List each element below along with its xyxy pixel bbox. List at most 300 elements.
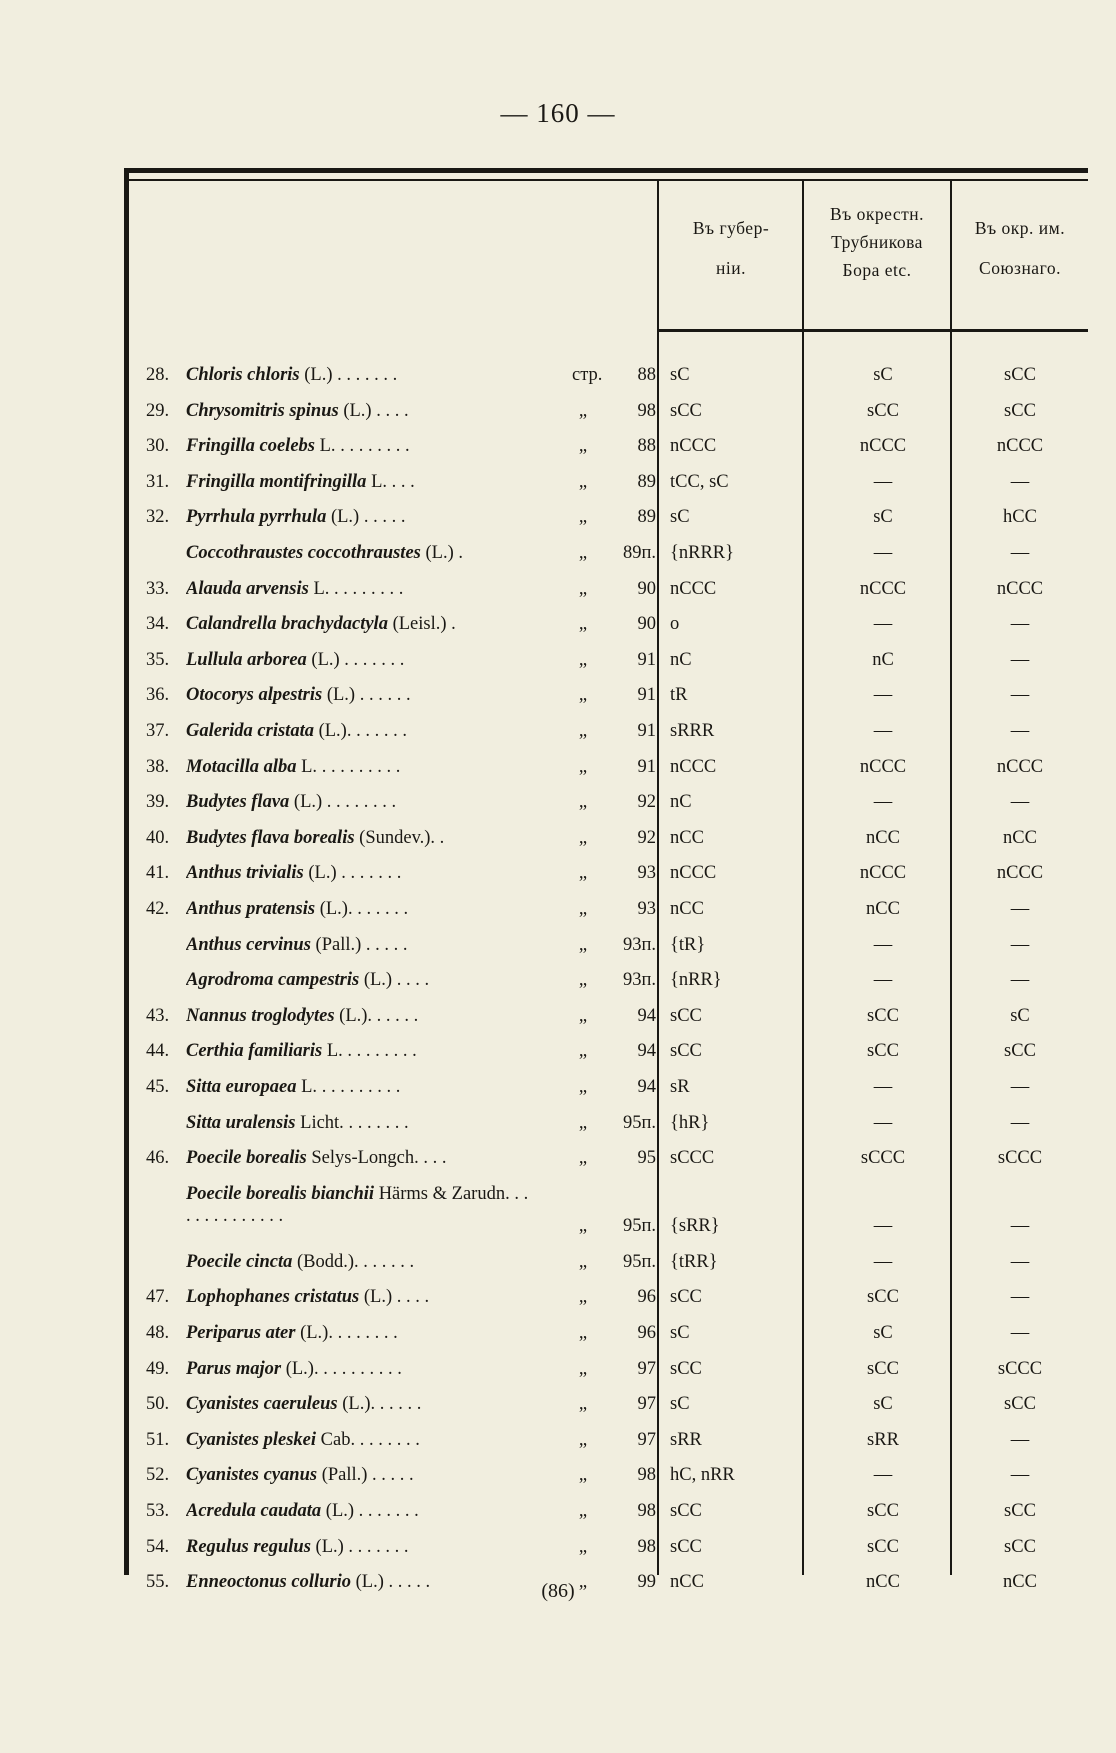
page-prefix: стр. xyxy=(572,365,603,385)
table-row xyxy=(124,787,1088,823)
table-row xyxy=(124,574,1088,610)
leader-dots: . . . . . . . xyxy=(332,365,398,385)
status-soyuznoe: — xyxy=(1010,1429,1030,1450)
status-trubnikov: — xyxy=(873,721,893,741)
leader-dots: . . . . . . . . . xyxy=(317,1077,401,1097)
species-entry xyxy=(186,823,534,853)
footer-page-reference: (86) xyxy=(541,1580,575,1602)
page-prefix: „ xyxy=(578,827,588,848)
page-prefix: „ xyxy=(578,756,588,777)
row-number: 41. xyxy=(146,863,170,884)
status-trubnikov: sC xyxy=(873,1394,893,1415)
status-trubnikov: sRR xyxy=(867,1429,899,1450)
table-row xyxy=(124,930,1088,966)
row-number: 46. xyxy=(146,1148,170,1169)
row-number: 36. xyxy=(146,685,170,706)
row-number: 28. xyxy=(146,365,170,385)
page-prefix: „ xyxy=(578,578,588,599)
status-trubnikov: — xyxy=(873,1112,893,1133)
status-soyuznoe: sC xyxy=(1010,1005,1030,1026)
species-author: (Leisl.) xyxy=(392,614,447,635)
table-row xyxy=(124,1496,1088,1532)
species-name: Enneoctonus collurio xyxy=(186,1572,352,1593)
status-trubnikov: — xyxy=(873,1215,893,1236)
species-name: Chrysomitris spinus xyxy=(186,400,339,421)
species-entry xyxy=(186,1354,534,1384)
species-name: Pyrrhula pyrrhula xyxy=(186,507,327,528)
page-reference: 97 xyxy=(637,1429,656,1450)
status-province: nCC xyxy=(670,1572,704,1593)
species-author: (L.) xyxy=(343,400,372,421)
table-row xyxy=(124,716,1088,752)
row-number: 50. xyxy=(146,1394,170,1415)
species-entry xyxy=(186,858,534,888)
status-soyuznoe: — xyxy=(1010,543,1030,563)
species-author: (L.) xyxy=(330,507,360,528)
table-row xyxy=(124,858,1088,894)
status-soyuznoe: — xyxy=(1010,1215,1030,1236)
species-name: Regulus regulus xyxy=(186,1536,311,1557)
leader-dots: . . . . . . . xyxy=(354,1251,415,1272)
page-prefix: „ xyxy=(578,863,588,884)
column-header-province-line2: ніи. xyxy=(716,258,746,278)
leader-dots: . . . . . xyxy=(361,934,408,955)
leader-dots: . . . xyxy=(418,1148,447,1169)
species-author: L. xyxy=(319,436,336,457)
leader-dots: . . . . . . . xyxy=(355,1429,420,1450)
species-entry xyxy=(186,1532,534,1562)
page-reference: 98 xyxy=(637,1536,656,1557)
table-row xyxy=(124,1247,1088,1283)
header-bottom-rule xyxy=(657,329,1088,332)
row-number: 35. xyxy=(146,649,170,670)
row-number: 53. xyxy=(146,1501,170,1521)
leader-dots: . . xyxy=(430,827,445,848)
species-entry xyxy=(186,645,534,675)
leader-dots: . xyxy=(453,543,463,563)
leader-dots: . . . . xyxy=(371,400,409,421)
leader-dots: . . . . . . . . xyxy=(328,1323,398,1343)
status-province: nC xyxy=(670,649,692,670)
species-entry xyxy=(186,360,534,390)
status-trubnikov: — xyxy=(873,970,893,991)
table-row xyxy=(124,609,1088,645)
page-reference: 97 xyxy=(637,1394,656,1415)
page-reference: 91 xyxy=(637,721,656,741)
species-name: Poecile cincta xyxy=(186,1251,293,1272)
status-trubnikov: — xyxy=(873,685,893,706)
status-trubnikov: sCC xyxy=(867,1287,899,1308)
species-name: Sitta uralensis xyxy=(186,1112,296,1133)
row-number: 30. xyxy=(146,436,170,457)
status-soyuznoe: — xyxy=(1010,899,1030,919)
species-name: Budytes flava xyxy=(186,792,290,813)
page-reference: 93п. xyxy=(622,934,656,955)
status-province: sCC xyxy=(670,1358,702,1379)
species-author: (Sundev.) xyxy=(359,827,431,848)
species-entry xyxy=(186,467,534,497)
status-trubnikov: nC xyxy=(872,649,894,670)
status-province: sCCC xyxy=(670,1148,715,1169)
page-reference: 97 xyxy=(637,1358,656,1379)
page-prefix: „ xyxy=(578,1215,588,1236)
status-soyuznoe: — xyxy=(1010,1287,1030,1308)
status-soyuznoe: — xyxy=(1010,1112,1030,1133)
species-author: (L.) xyxy=(342,1394,371,1415)
species-name: Fringilla coelebs xyxy=(186,436,315,457)
page-reference: 95п. xyxy=(622,1112,656,1133)
leader-dots: . . . . . . . xyxy=(343,1536,409,1557)
page-prefix: „ xyxy=(578,1465,588,1486)
species-entry xyxy=(186,431,534,461)
status-province: sCC xyxy=(670,1536,702,1557)
page-reference: 96 xyxy=(637,1287,656,1308)
table-row xyxy=(124,467,1088,503)
table-row xyxy=(124,752,1088,788)
species-author: (L.) xyxy=(304,365,333,385)
status-province: sC xyxy=(670,507,690,528)
status-province: nCCC xyxy=(670,756,717,777)
table-row xyxy=(124,1354,1088,1390)
page-prefix: „ xyxy=(578,471,588,492)
status-province: nCCC xyxy=(670,863,717,884)
leader-dots: . . . . . . . xyxy=(336,863,402,884)
page-prefix: „ xyxy=(578,1358,588,1379)
species-author: (L.) xyxy=(339,1005,368,1026)
status-trubnikov: sC xyxy=(873,507,893,528)
row-number: 48. xyxy=(146,1323,170,1343)
table-row xyxy=(124,680,1088,716)
row-number: 55. xyxy=(146,1572,170,1593)
species-name: Anthus trivialis xyxy=(186,863,304,884)
page-reference: 94 xyxy=(637,1077,656,1097)
species-author: (L.) xyxy=(285,1358,314,1379)
leader-dots: . . . . . . . . xyxy=(329,578,404,599)
table-row xyxy=(124,894,1088,930)
species-entry xyxy=(186,680,534,710)
status-soyuznoe: nCCC xyxy=(996,578,1044,599)
page-reference: 98 xyxy=(637,1465,656,1486)
status-soyuznoe: nCCC xyxy=(996,863,1044,884)
species-name: Motacilla alba xyxy=(186,756,297,777)
row-number: 34. xyxy=(146,614,170,635)
species-entry xyxy=(186,1247,534,1277)
page-prefix: „ xyxy=(578,614,588,635)
status-province: sR xyxy=(670,1077,690,1097)
species-entry xyxy=(186,930,534,960)
table-row xyxy=(124,1143,1088,1179)
table-row xyxy=(124,1072,1088,1108)
page-reference: 91 xyxy=(637,756,656,777)
status-trubnikov: — xyxy=(873,543,893,563)
page-reference: 98 xyxy=(637,1501,656,1521)
species-author: Härms & Zarudn. xyxy=(378,1183,510,1204)
status-soyuznoe: — xyxy=(1010,792,1030,813)
row-number: 54. xyxy=(146,1536,170,1557)
row-number: 33. xyxy=(146,578,170,599)
leader-dots: . . . . . . . xyxy=(339,649,405,670)
table-row xyxy=(124,1460,1088,1496)
status-trubnikov: sCC xyxy=(867,1536,899,1557)
status-trubnikov: — xyxy=(873,792,893,813)
leader-dots: . . . . . . . xyxy=(346,721,407,741)
species-entry xyxy=(186,1282,534,1312)
status-soyuznoe: nCCC xyxy=(996,436,1044,457)
page-reference: 88 xyxy=(637,365,656,385)
status-trubnikov: nCCC xyxy=(859,578,907,599)
status-soyuznoe: — xyxy=(1010,1251,1030,1272)
status-soyuznoe: nCC xyxy=(1003,827,1037,848)
page-prefix: „ xyxy=(578,1005,588,1026)
page-reference: 91 xyxy=(637,649,656,670)
status-province: hC, nRR xyxy=(670,1465,735,1486)
status-province: sC xyxy=(670,365,690,385)
status-province: sCC xyxy=(670,400,702,421)
table-row xyxy=(124,1282,1088,1318)
status-trubnikov: — xyxy=(873,614,893,635)
page-reference: 92 xyxy=(637,827,656,848)
row-number: 42. xyxy=(146,899,170,919)
table-row xyxy=(124,360,1088,396)
status-trubnikov: sC xyxy=(873,365,893,385)
table-row xyxy=(124,502,1088,538)
column-header-trubnikov-line3: Бора etc. xyxy=(842,260,912,280)
species-author: Cab. xyxy=(320,1429,356,1450)
species-author: (L.) xyxy=(363,970,393,991)
status-trubnikov: sCC xyxy=(867,1005,899,1026)
column-header-soyuznoe-line1: Въ окр. им. xyxy=(974,218,1066,238)
status-province: {tR} xyxy=(670,934,706,955)
status-province: tCC, sC xyxy=(670,471,729,492)
leader-dots: . . . . . . . xyxy=(354,1501,419,1521)
species-author: (L.) xyxy=(311,649,340,670)
species-name: Budytes flava borealis xyxy=(186,827,355,848)
leader-dots: . . . . . . xyxy=(355,685,411,706)
species-name: Certhia familiaris xyxy=(186,1041,323,1062)
page-prefix: „ xyxy=(578,970,588,991)
species-name: Nannus troglodytes xyxy=(186,1005,335,1026)
page-reference: 89п. xyxy=(622,543,656,563)
species-name: Poecile borealis xyxy=(186,1148,307,1169)
status-trubnikov: nCCC xyxy=(859,756,907,777)
page-reference: 95п. xyxy=(622,1215,656,1236)
status-soyuznoe: — xyxy=(1010,970,1030,991)
table-top-rule xyxy=(124,168,1088,173)
page-reference: 93п. xyxy=(622,970,656,991)
table-row xyxy=(124,1532,1088,1568)
status-trubnikov: sCC xyxy=(867,1041,899,1062)
page-reference: 89 xyxy=(637,507,656,528)
status-soyuznoe: nCC xyxy=(1003,1572,1037,1593)
page-reference: 91 xyxy=(637,685,656,706)
row-number: 39. xyxy=(146,792,170,813)
species-entry xyxy=(186,538,534,568)
status-soyuznoe: — xyxy=(1010,649,1030,670)
table-row xyxy=(124,1389,1088,1425)
page-reference: 95п. xyxy=(622,1251,656,1272)
status-soyuznoe: sCC xyxy=(1004,400,1036,421)
column-header-province xyxy=(660,208,802,288)
page-reference: 90 xyxy=(637,614,656,635)
species-author: (L.) xyxy=(355,1572,384,1593)
status-province: sCC xyxy=(670,1005,702,1026)
row-number: 49. xyxy=(146,1358,170,1379)
page-prefix: „ xyxy=(578,1041,588,1062)
page-prefix: „ xyxy=(578,1323,588,1343)
page-prefix: „ xyxy=(578,400,588,421)
leader-dots: . . . . xyxy=(392,970,430,991)
species-entry xyxy=(186,894,534,924)
species-name: Sitta europaea xyxy=(186,1077,297,1097)
page-prefix: „ xyxy=(578,543,588,563)
leader-dots: . . . . . . . . xyxy=(322,792,397,813)
status-trubnikov: sCCC xyxy=(860,1148,906,1169)
page-reference: 94 xyxy=(637,1041,656,1062)
page-reference: 89 xyxy=(637,471,656,492)
status-province: nCCC xyxy=(670,436,717,457)
status-trubnikov: — xyxy=(873,1465,893,1486)
page-prefix: „ xyxy=(578,1148,588,1169)
row-number: 31. xyxy=(146,471,170,492)
leader-dots: . . . xyxy=(387,471,415,492)
page-reference: 90 xyxy=(637,578,656,599)
species-name: Cyanistes cyanus xyxy=(186,1465,318,1486)
table-top-rule-thin xyxy=(128,179,1088,181)
species-author: L. xyxy=(301,756,318,777)
species-name: Calandrella brachydactyla xyxy=(186,614,388,635)
leader-dots: . . . . . xyxy=(367,1465,414,1486)
row-number: 29. xyxy=(146,400,170,421)
species-entry xyxy=(186,787,534,817)
page-prefix: „ xyxy=(578,1429,588,1450)
species-entry xyxy=(186,1496,534,1526)
leader-dots: . xyxy=(446,614,456,635)
species-name: Cyanistes caeruleus xyxy=(186,1394,338,1415)
species-name: Otocorys alpestris xyxy=(186,685,323,706)
status-trubnikov: nCCC xyxy=(859,863,907,884)
species-author: (L.) xyxy=(318,721,347,741)
row-number: 40. xyxy=(146,827,170,848)
species-author: L. xyxy=(313,578,330,599)
status-province: {hR} xyxy=(670,1112,710,1133)
status-trubnikov: — xyxy=(873,934,893,955)
status-province: {tRR} xyxy=(670,1251,718,1272)
table-row xyxy=(124,1318,1088,1354)
status-soyuznoe: sCC xyxy=(1004,1501,1036,1521)
row-number: 45. xyxy=(146,1077,170,1097)
status-soyuznoe: — xyxy=(1010,721,1030,741)
status-trubnikov: sCC xyxy=(867,1501,899,1521)
page-reference: 93 xyxy=(637,863,656,884)
row-number: 43. xyxy=(146,1005,170,1026)
page-prefix: „ xyxy=(578,1536,588,1557)
status-province: tR xyxy=(670,685,688,706)
page-reference: 96 xyxy=(637,1323,656,1343)
page-reference: 94 xyxy=(637,1005,656,1026)
species-entry xyxy=(186,574,534,604)
table-row xyxy=(124,1179,1088,1249)
species-name: Anthus cervinus xyxy=(186,934,311,955)
species-entry xyxy=(186,716,534,746)
species-entry xyxy=(186,1143,534,1173)
status-trubnikov: sCC xyxy=(867,1358,899,1379)
status-province: nCC xyxy=(670,827,704,848)
status-trubnikov: nCCC xyxy=(859,436,907,457)
page-prefix: „ xyxy=(578,1112,588,1133)
status-soyuznoe: — xyxy=(1010,1323,1030,1343)
species-name: Coccothraustes coccothraustes xyxy=(186,543,421,563)
page-reference: 98 xyxy=(637,400,656,421)
status-soyuznoe: sCC xyxy=(1004,1394,1036,1415)
species-entry xyxy=(186,1072,534,1102)
species-name: Anthus pratensis xyxy=(186,899,316,919)
status-soyuznoe: — xyxy=(1010,614,1030,635)
species-name: Fringilla montifringilla xyxy=(186,471,367,492)
table-row xyxy=(124,1108,1088,1144)
species-entry xyxy=(186,502,534,532)
species-entry xyxy=(186,965,534,995)
species-author: (L.) xyxy=(319,899,348,919)
species-entry xyxy=(186,1425,534,1455)
status-soyuznoe: — xyxy=(1010,1465,1030,1486)
species-entry xyxy=(186,1318,534,1348)
status-soyuznoe: sCC xyxy=(1004,1536,1036,1557)
page-reference: 99 xyxy=(637,1572,656,1593)
row-number: 38. xyxy=(146,756,170,777)
status-trubnikov: — xyxy=(873,1251,893,1272)
species-author: (Pall.) xyxy=(321,1465,368,1486)
row-number: 37. xyxy=(146,721,170,741)
species-entry xyxy=(186,609,534,639)
status-trubnikov: — xyxy=(873,471,893,492)
column-header-trubnikov-line2: Трубникова xyxy=(831,232,923,252)
status-trubnikov: nCC xyxy=(866,1572,900,1593)
page-number-header: — 160 — xyxy=(500,98,616,128)
page-prefix: „ xyxy=(578,649,588,670)
row-number: 52. xyxy=(146,1465,170,1486)
table-row xyxy=(124,431,1088,467)
table-row xyxy=(124,1425,1088,1461)
species-author: (L.) xyxy=(363,1287,393,1308)
status-soyuznoe: nCCC xyxy=(996,756,1044,777)
leader-dots: . . . . . . . xyxy=(343,1112,409,1133)
species-author: Selys-Longch. xyxy=(311,1148,419,1169)
species-entry xyxy=(186,1460,534,1490)
status-soyuznoe: — xyxy=(1010,685,1030,706)
leader-dots: . . . . . . . . xyxy=(335,436,410,457)
table-row xyxy=(124,1001,1088,1037)
status-province: sRR xyxy=(670,1429,702,1450)
row-number: 32. xyxy=(146,507,170,528)
status-province: sCC xyxy=(670,1501,702,1521)
status-province: sCC xyxy=(670,1041,702,1062)
status-trubnikov: nCC xyxy=(866,899,900,919)
status-soyuznoe: — xyxy=(1010,1077,1030,1097)
page-prefix: „ xyxy=(578,934,588,955)
status-province: o xyxy=(670,614,680,635)
column-header-soyuznoe xyxy=(952,208,1088,288)
page-prefix: „ xyxy=(578,792,588,813)
column-header-trubnikov xyxy=(804,200,950,284)
leader-dots: . . . . . . . . . xyxy=(317,756,401,777)
species-author: (L.) xyxy=(325,1501,355,1521)
page-prefix: „ xyxy=(578,436,588,457)
species-author: L. xyxy=(326,1041,343,1062)
species-author: L. xyxy=(371,471,387,492)
status-soyuznoe: sCCC xyxy=(997,1358,1043,1379)
species-entry xyxy=(186,396,534,426)
page-prefix: „ xyxy=(578,685,588,706)
